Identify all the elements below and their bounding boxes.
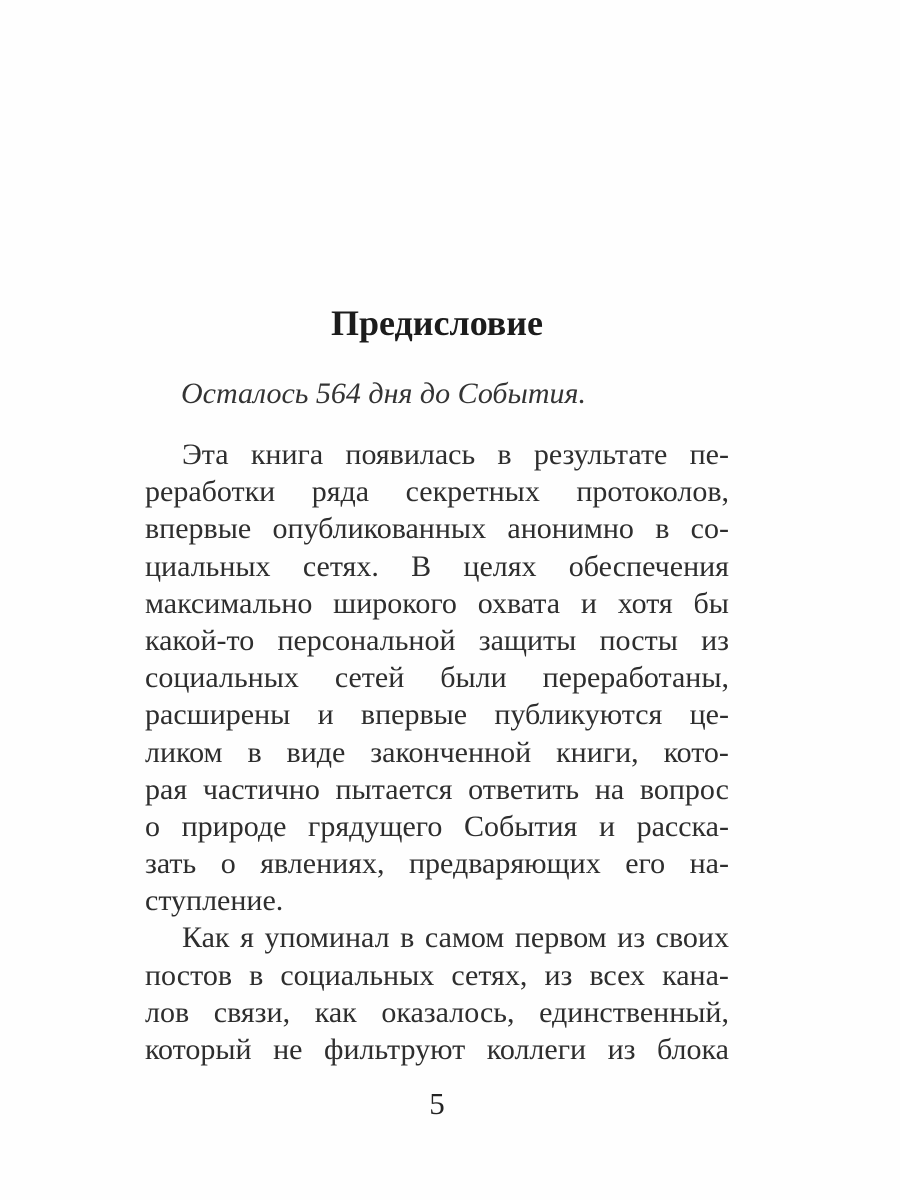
text-line: о природе грядущего События и расска-: [145, 809, 729, 843]
text-line: какой-то персональной защиты посты из: [145, 623, 729, 657]
page-number: 5: [429, 1086, 445, 1121]
chapter-title: Предисловие: [331, 303, 543, 343]
text-line: циальных сетях. В целях обеспечения: [145, 549, 729, 583]
text-line: который не фильтруют коллеги из блока: [145, 1033, 729, 1066]
text-line: ликом в виде законченной книги, кото-: [145, 735, 729, 769]
text-line: Как я упоминал в самом первом из своих: [182, 921, 729, 955]
text-line: Эта книга появилась в результате пе-: [182, 438, 729, 471]
text-line: социальных сетей были переработаны,: [145, 661, 729, 695]
text-line: рая частично пытается ответить на вопрос: [145, 772, 729, 806]
text-line: реработки ряда секретных протоколов,: [145, 475, 729, 509]
epigraph-line: Осталось 564 дня до События.: [181, 377, 586, 410]
text-line: зать о явлениях, предваряющих его на-: [145, 847, 729, 881]
body-text: [145, 436, 729, 1068]
text-line: впервые опубликованных анонимно в со-: [145, 512, 729, 546]
text-line: расширены и впервые публикуются це-: [145, 698, 729, 732]
text-line: лов связи, как оказалось, единственный,: [145, 995, 729, 1029]
text-line: постов в социальных сетях, из всех кана-: [145, 958, 729, 992]
text-line: ступление.: [145, 884, 284, 918]
text-line: максимально широкого охвата и хотя бы: [145, 586, 729, 620]
